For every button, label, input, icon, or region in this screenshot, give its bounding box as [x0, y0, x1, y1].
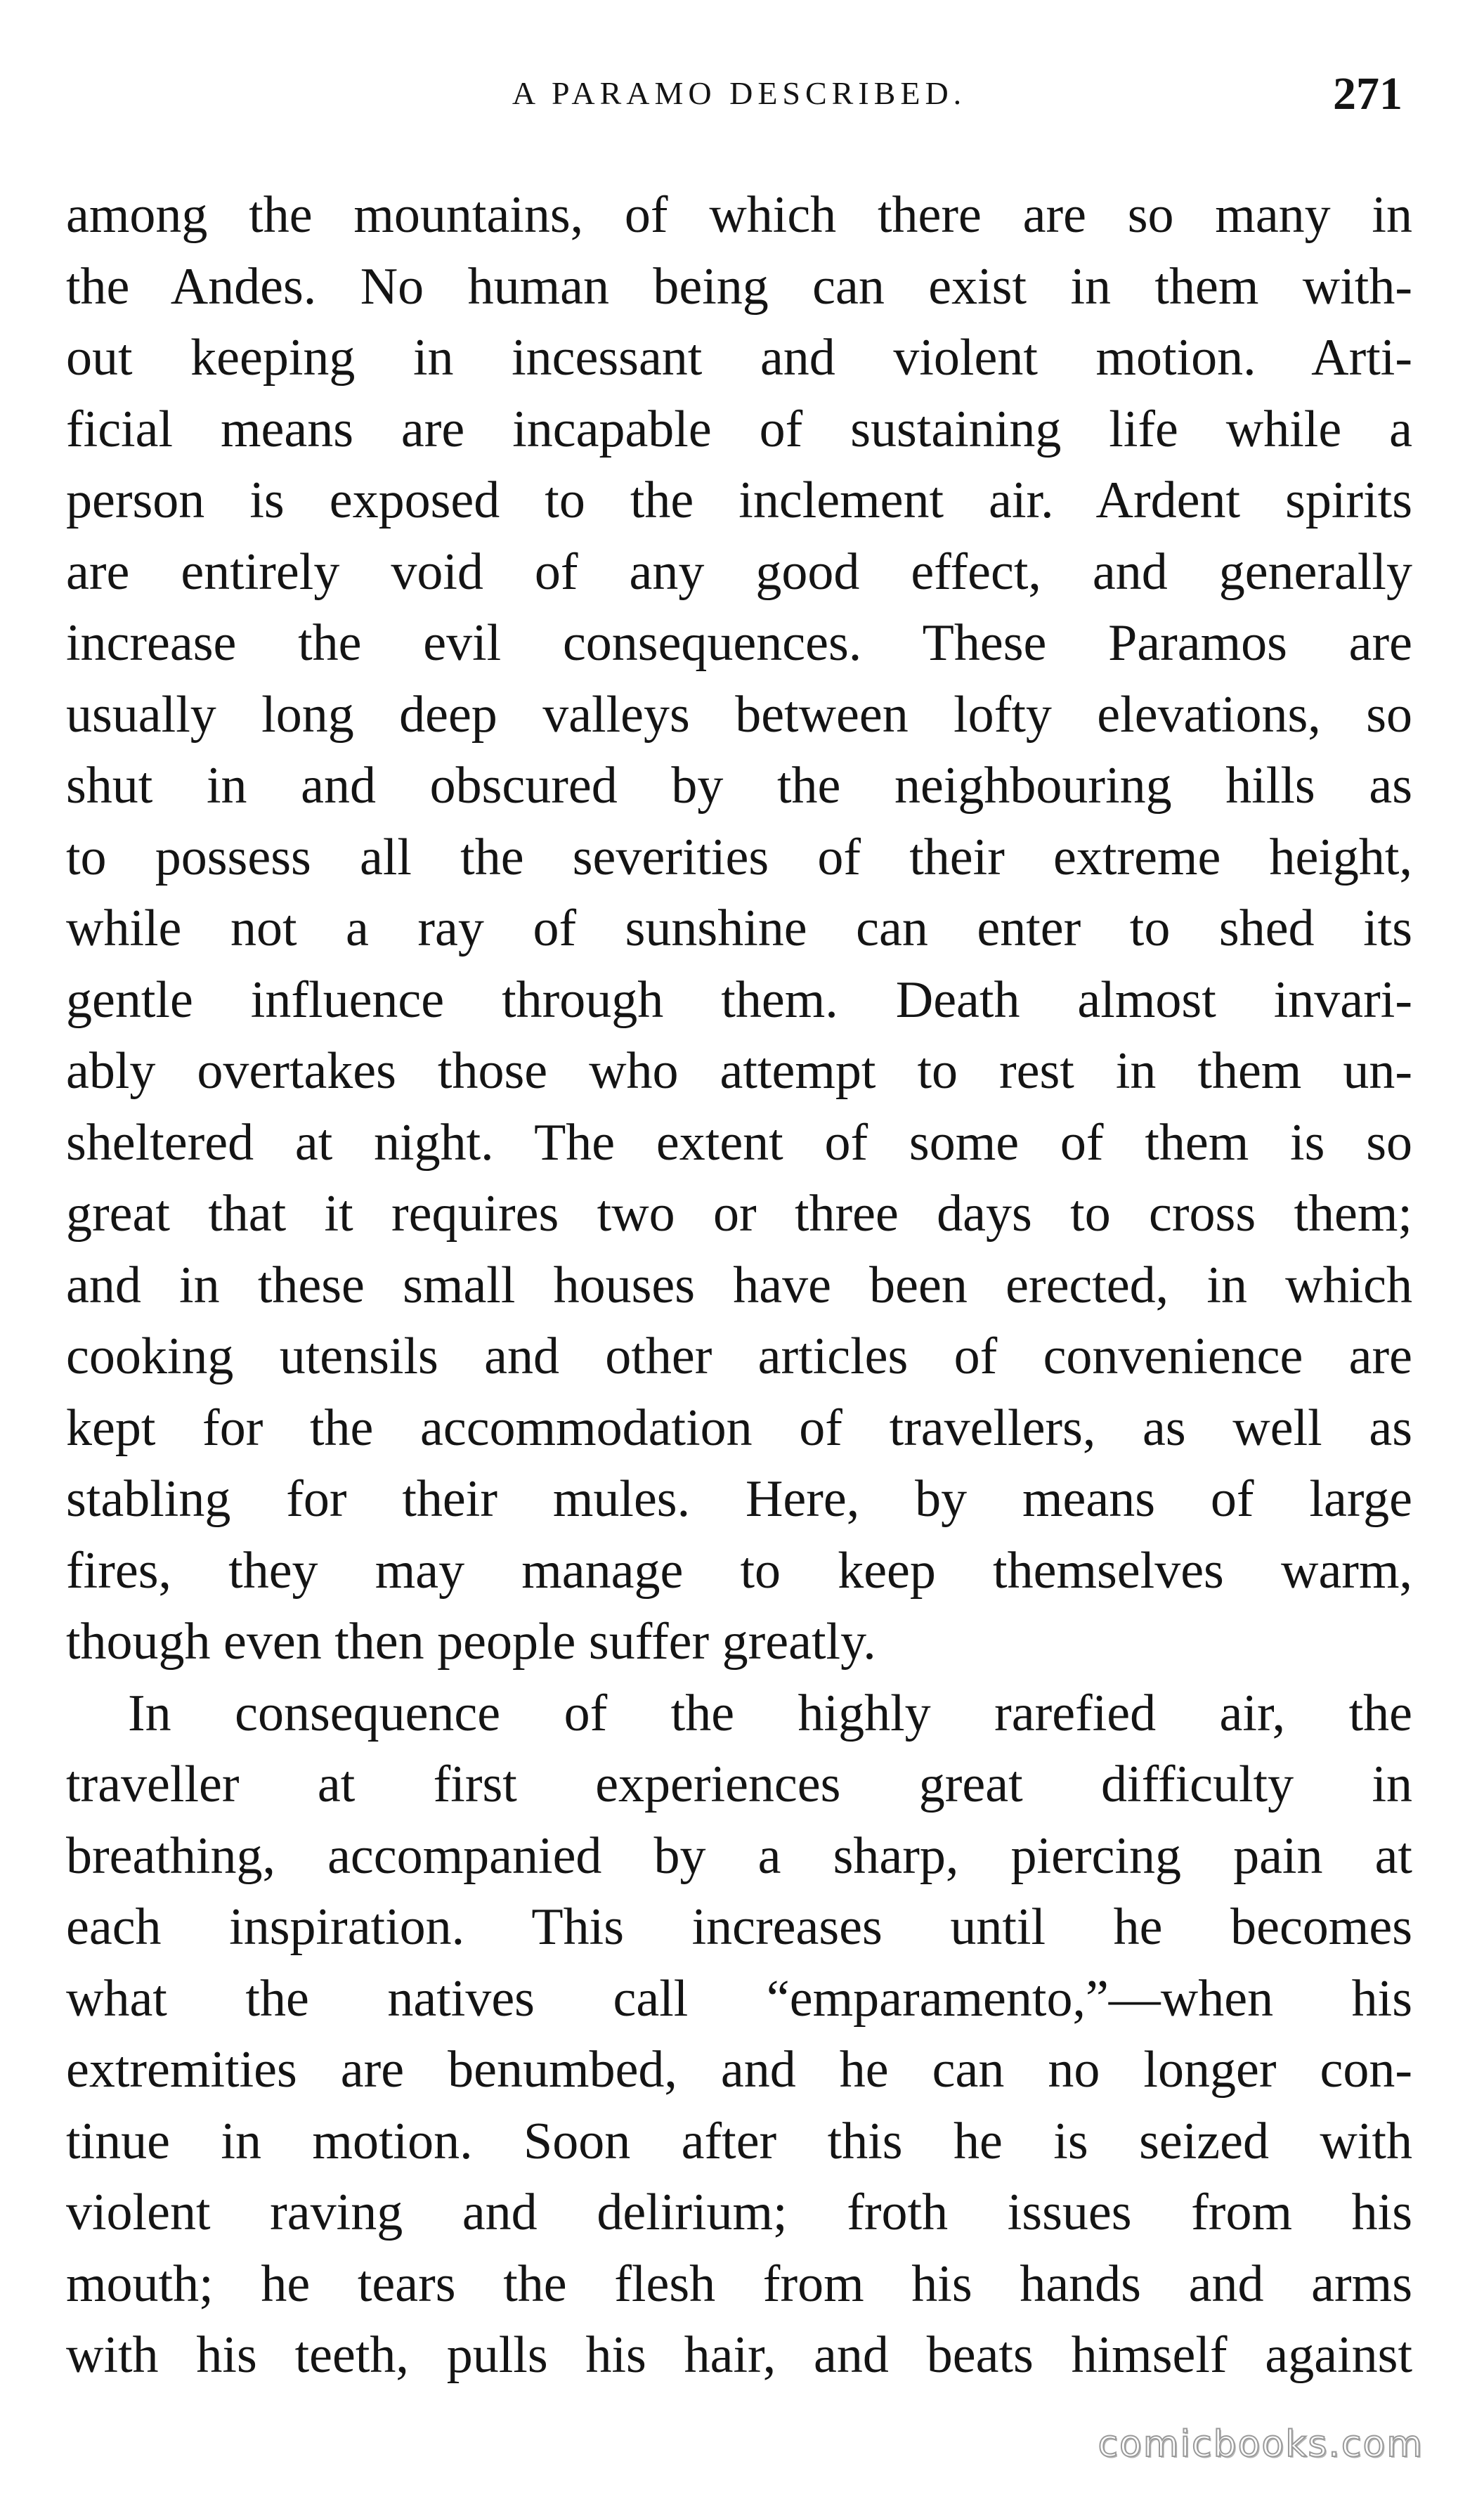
text-line: gentle influence through them. Death almost invari-: [66, 971, 1412, 1029]
text-line: sheltered at night. The extent of some of them is so: [66, 1113, 1412, 1172]
text-line: extremities are benumbed, and he can no longer con-: [66, 2041, 1412, 2099]
text-line: with his teeth, pulls his hair, and beats himself against: [66, 2326, 1412, 2384]
text-line: breathing, accompanied by a sharp, piercing pain at: [66, 1827, 1412, 1885]
running-head: A PARAMO DESCRIBED.: [512, 75, 967, 111]
text-line: are entirely void of any good effect, and generally: [66, 543, 1412, 601]
text-line: great that it requires two or three days to cross them;: [66, 1185, 1412, 1243]
text-line: increase the evil consequences. These Paramos are: [66, 614, 1412, 672]
text-line: person is exposed to the inclement air. Ardent spirits: [66, 472, 1412, 529]
text-line: cooking utensils and other articles of convenience are: [66, 1328, 1412, 1385]
text-line: and in these small houses have been erected, in which: [66, 1256, 1412, 1314]
text-line: what the natives call “emparamento,”—when his: [66, 1969, 1412, 2028]
text-line: In consequence of the highly rarefied air, the: [128, 1684, 1412, 1742]
text-line: to possess all the severities of their extreme height,: [66, 828, 1412, 886]
text-line: ficial means are incapable of sustaining life while a: [66, 400, 1412, 458]
text-line: usually long deep valleys between lofty elevations, so: [66, 685, 1412, 744]
text-line: ably overtakes those who attempt to rest in them un-: [66, 1042, 1412, 1100]
page-number: 271: [1333, 68, 1402, 119]
paragraph: [66, 1678, 1412, 2392]
body-text: [66, 180, 1412, 2392]
text-line: shut in and obscured by the neighbouring hills as: [66, 757, 1412, 815]
text-line: kept for the accommodation of travellers, as well as: [66, 1399, 1412, 1457]
watermark: comicbooks.com: [1098, 2423, 1424, 2465]
text-line: among the mountains, of which there are so many in: [66, 186, 1412, 244]
text-line: fires, they may manage to keep themselves warm,: [66, 1541, 1412, 1600]
text-line: tinue in motion. Soon after this he is seized with: [66, 2112, 1412, 2170]
text-line: while not a ray of sunshine can enter to shed its: [66, 900, 1412, 957]
text-line: violent raving and delirium; froth issues from his: [66, 2184, 1412, 2241]
text-line: out keeping in incessant and violent motion. Arti-: [66, 329, 1412, 387]
page-header: [66, 67, 1412, 125]
text-line: stabling for their mules. Here, by means of large: [66, 1470, 1412, 1528]
paragraph: [66, 180, 1412, 1678]
text-line: though even then people suffer greatly.: [66, 1613, 876, 1671]
text-line: mouth; he tears the flesh from his hands and arms: [66, 2255, 1412, 2313]
text-line: the Andes. No human being can exist in them with-: [66, 257, 1412, 316]
text-line: each inspiration. This increases until he becomes: [66, 1898, 1412, 1956]
text-line: traveller at first experiences great difficulty in: [66, 1756, 1412, 1813]
